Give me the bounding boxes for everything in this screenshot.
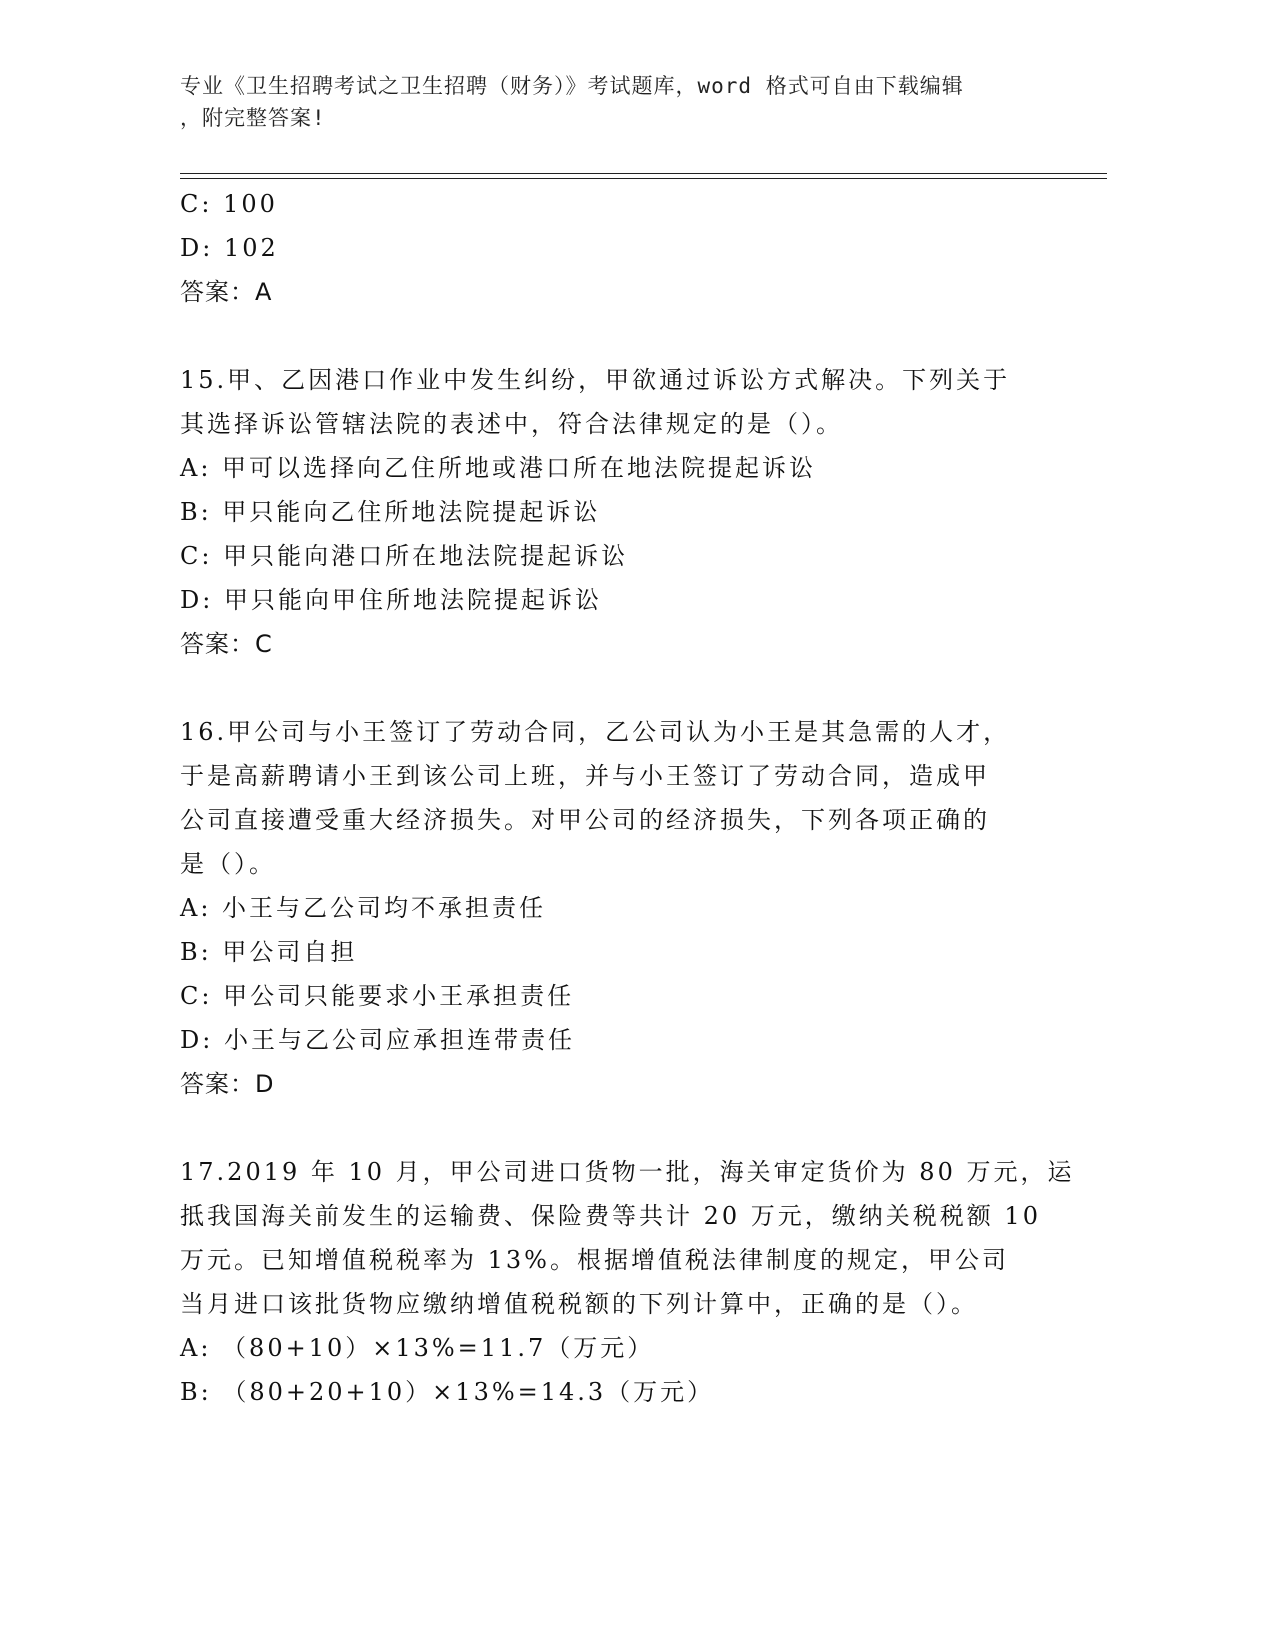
stem-line: 万元。已知增值税税率为 13%。根据增值税法律制度的规定，甲公司	[180, 1246, 1009, 1274]
option-c: C: 100	[180, 190, 278, 218]
option-b: B: 甲只能向乙住所地法院提起诉讼	[180, 498, 601, 526]
stem-line: 是（）。	[180, 850, 276, 878]
question-17	[180, 1150, 1075, 1414]
page-header	[180, 70, 1040, 134]
option-d: D: 102	[180, 234, 279, 262]
question-stem	[180, 710, 1040, 886]
stem-line: 公司直接遭受重大经济损失。对甲公司的经济损失，下列各项正确的	[180, 806, 990, 834]
header-divider	[180, 173, 1107, 179]
option-a: A: （80+10）×13%=11.7（万元）	[180, 1334, 655, 1362]
stem-line: 抵我国海关前发生的运输费、保险费等共计 20 万元，缴纳关税税额 10	[180, 1202, 1041, 1230]
option-d: D: 小王与乙公司应承担连带责任	[180, 1026, 575, 1054]
option-c: C: 甲公司只能要求小王承担责任	[180, 982, 575, 1010]
answer-line: 答案：C	[180, 630, 273, 658]
document-body	[180, 182, 1075, 1414]
question-stem	[180, 1150, 1075, 1326]
option-a: A: 甲可以选择向乙住所地或港口所在地法院提起诉讼	[180, 454, 817, 482]
stem-line: 17.2019 年 10 月，甲公司进口货物一批，海关审定货价为 80 万元，运	[180, 1158, 1075, 1186]
question-stem	[180, 358, 1040, 446]
question-15	[180, 358, 1040, 666]
stem-line: 其选择诉讼管辖法院的表述中，符合法律规定的是（）。	[180, 410, 843, 438]
header-line-2: ，附完整答案!	[180, 106, 326, 130]
header-line-1: 专业《卫生招聘考试之卫生招聘（财务）》考试题库，word 格式可自由下载编辑	[180, 74, 964, 98]
stem-line: 16.甲公司与小王签订了劳动合同，乙公司认为小王是其急需的人才，	[180, 718, 1011, 746]
option-c: C: 甲只能向港口所在地法院提起诉讼	[180, 542, 629, 570]
answer-line: 答案：A	[180, 278, 273, 306]
stem-line: 15.甲、乙因港口作业中发生纠纷，甲欲通过诉讼方式解决。下列关于	[180, 366, 1011, 394]
option-a: A: 小王与乙公司均不承担责任	[180, 894, 547, 922]
answer-line: 答案：D	[180, 1070, 275, 1098]
option-d: D: 甲只能向甲住所地法院提起诉讼	[180, 586, 602, 614]
option-b: B: 甲公司自担	[180, 938, 358, 966]
option-b: B: （80+20+10）×13%=14.3（万元）	[180, 1378, 715, 1406]
question-16	[180, 710, 1040, 1106]
stem-line: 于是高薪聘请小王到该公司上班，并与小王签订了劳动合同，造成甲	[180, 762, 990, 790]
stem-line: 当月进口该批货物应缴纳增值税税额的下列计算中，正确的是（）。	[180, 1290, 978, 1318]
previous-question-tail	[180, 182, 1040, 314]
